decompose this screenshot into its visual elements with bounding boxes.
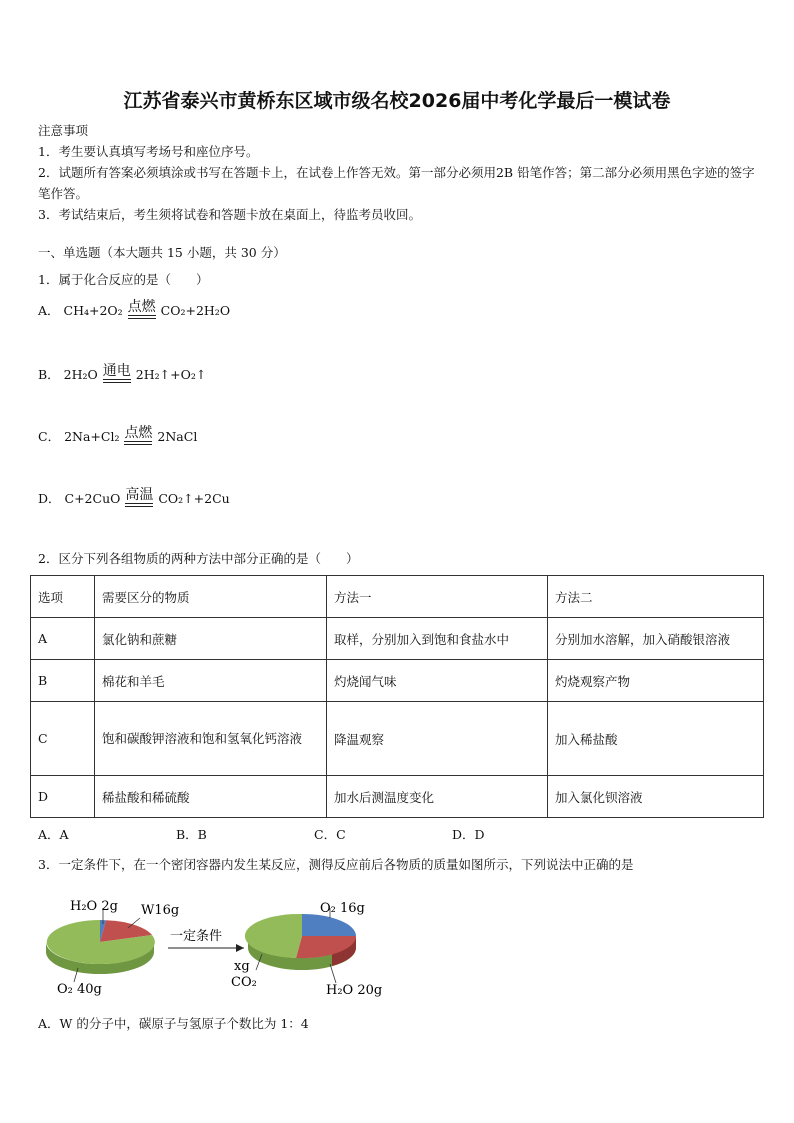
table-row [31, 702, 764, 776]
notes-section [38, 120, 760, 225]
leader-line [330, 964, 336, 983]
table-header-cell: 方法一 [327, 576, 548, 618]
equation-right: 2NaCl [157, 429, 198, 444]
q1-option-d [38, 488, 230, 507]
note-item: 3．考试结束后，考生须将试卷和答题卡放在桌面上，待监考员收回。 [38, 207, 421, 222]
answer-option: B．B [176, 827, 207, 842]
equation-left: C+2CuO [64, 491, 121, 506]
table-cell: 降温观察 [327, 702, 548, 776]
answer-option: A．A [38, 827, 69, 842]
arrow-head-icon [236, 944, 244, 952]
label-co2: CO₂ [231, 975, 257, 990]
table-cell: 灼烧观察产物 [548, 660, 764, 702]
label-co2-mass: xg [234, 959, 250, 974]
equation-left: 2Na+Cl₂ [64, 429, 120, 444]
q1-option-a [38, 300, 230, 319]
table-cell: 取样，分别加入到饱和食盐水中 [327, 618, 548, 660]
table-cell: 加入稀盐酸 [548, 702, 764, 776]
option-label: A． [38, 303, 60, 318]
label-h2o: H₂O 20g [326, 983, 383, 998]
table-cell: 分别加水溶解，加入硝酸银溶液 [548, 618, 764, 660]
q3-stem: 3．一定条件下，在一个密闭容器内发生某反应，测得反应前后各物质的质量如图所示，下列说法中正确的是 [38, 857, 634, 872]
table-row [31, 776, 764, 818]
pie-slice-o2 [302, 914, 356, 936]
page-title: 江苏省泰兴市黄桥东区域市级名校2026届中考化学最后一模试卷 [123, 90, 671, 112]
equation-right: 2H₂↑+O₂↑ [135, 367, 207, 382]
note-item: 1．考生要认真填写考场号和座位序号。 [38, 144, 259, 159]
table-header-cell: 方法二 [548, 576, 764, 618]
reaction-condition [103, 364, 131, 383]
condition-text: 通电 [102, 363, 131, 379]
answer-option: C．C [314, 827, 346, 842]
q2-answer-options [38, 826, 590, 844]
option-label: C． [38, 429, 61, 444]
condition-text: 高温 [125, 487, 154, 503]
table-cell: 饱和碳酸钾溶液和饱和氢氧化钙溶液 [95, 702, 327, 776]
equals-sign [124, 441, 152, 445]
equals-sign [128, 315, 156, 319]
table-header-row [31, 576, 764, 618]
option-label: D． [38, 491, 61, 506]
answer-option: D．D [452, 827, 485, 842]
q1-option-b [38, 364, 206, 383]
reaction-arrow [168, 929, 244, 952]
note-item: 2．试题所有答案必须填涂或书写在答题卡上，在试卷上作答无效。第一部分必须用2B 铅笔作答；第二部分必须用黑色字迹的签字笔作答。 [38, 165, 755, 201]
equation-left: 2H₂O [63, 367, 98, 382]
condition-text: 点燃 [124, 425, 153, 441]
reaction-condition [124, 426, 152, 445]
arrow-label: 一定条件 [170, 929, 223, 944]
q3-option-a: A．W 的分子中，碳原子与氢原子个数比为 1：4 [38, 1016, 309, 1031]
equation-right: CO₂+2H₂O [160, 303, 231, 318]
table-cell: D [31, 776, 95, 818]
label-w: W16g [141, 903, 180, 918]
table-cell: C [31, 702, 95, 776]
table-cell: 加入氯化钡溶液 [548, 776, 764, 818]
table-header-cell: 选项 [31, 576, 95, 618]
table-header-cell: 需要区分的物质 [95, 576, 327, 618]
q2-stem: 2．区分下列各组物质的两种方法中部分正确的是（ ） [38, 551, 359, 566]
table-row [31, 618, 764, 660]
reaction-condition [125, 488, 153, 507]
label-o2: O₂ 16g [320, 901, 365, 916]
equation-left: CH₄+2O₂ [63, 303, 123, 318]
table-row [31, 660, 764, 702]
notes-heading: 注意事项 [38, 123, 89, 138]
label-h2o: H₂O 2g [70, 899, 118, 914]
option-label: B． [38, 367, 60, 382]
section-heading: 一、单选题（本大题共 15 小题，共 30 分） [38, 245, 286, 260]
q2-table [30, 575, 764, 818]
condition-text: 点燃 [127, 299, 156, 315]
equation-right: CO₂↑+2Cu [158, 491, 230, 506]
equals-sign [125, 503, 153, 507]
after-pie [231, 901, 382, 998]
table-cell: 氯化钠和蔗糖 [95, 618, 327, 660]
table-cell: B [31, 660, 95, 702]
table-cell: 稀盐酸和稀硫酸 [95, 776, 327, 818]
table-cell: 加水后测温度变化 [327, 776, 548, 818]
table-cell: A [31, 618, 95, 660]
q1-stem: 1．属于化合反应的是（ ） [38, 272, 209, 287]
equals-sign [103, 379, 131, 383]
table-cell: 灼烧闻气味 [327, 660, 548, 702]
before-pie [46, 899, 179, 997]
q3-pie-diagram [0, 890, 794, 1005]
table-cell: 棉花和羊毛 [95, 660, 327, 702]
q1-option-c [38, 426, 197, 445]
label-o2: O₂ 40g [57, 982, 102, 997]
reaction-condition [128, 300, 156, 319]
